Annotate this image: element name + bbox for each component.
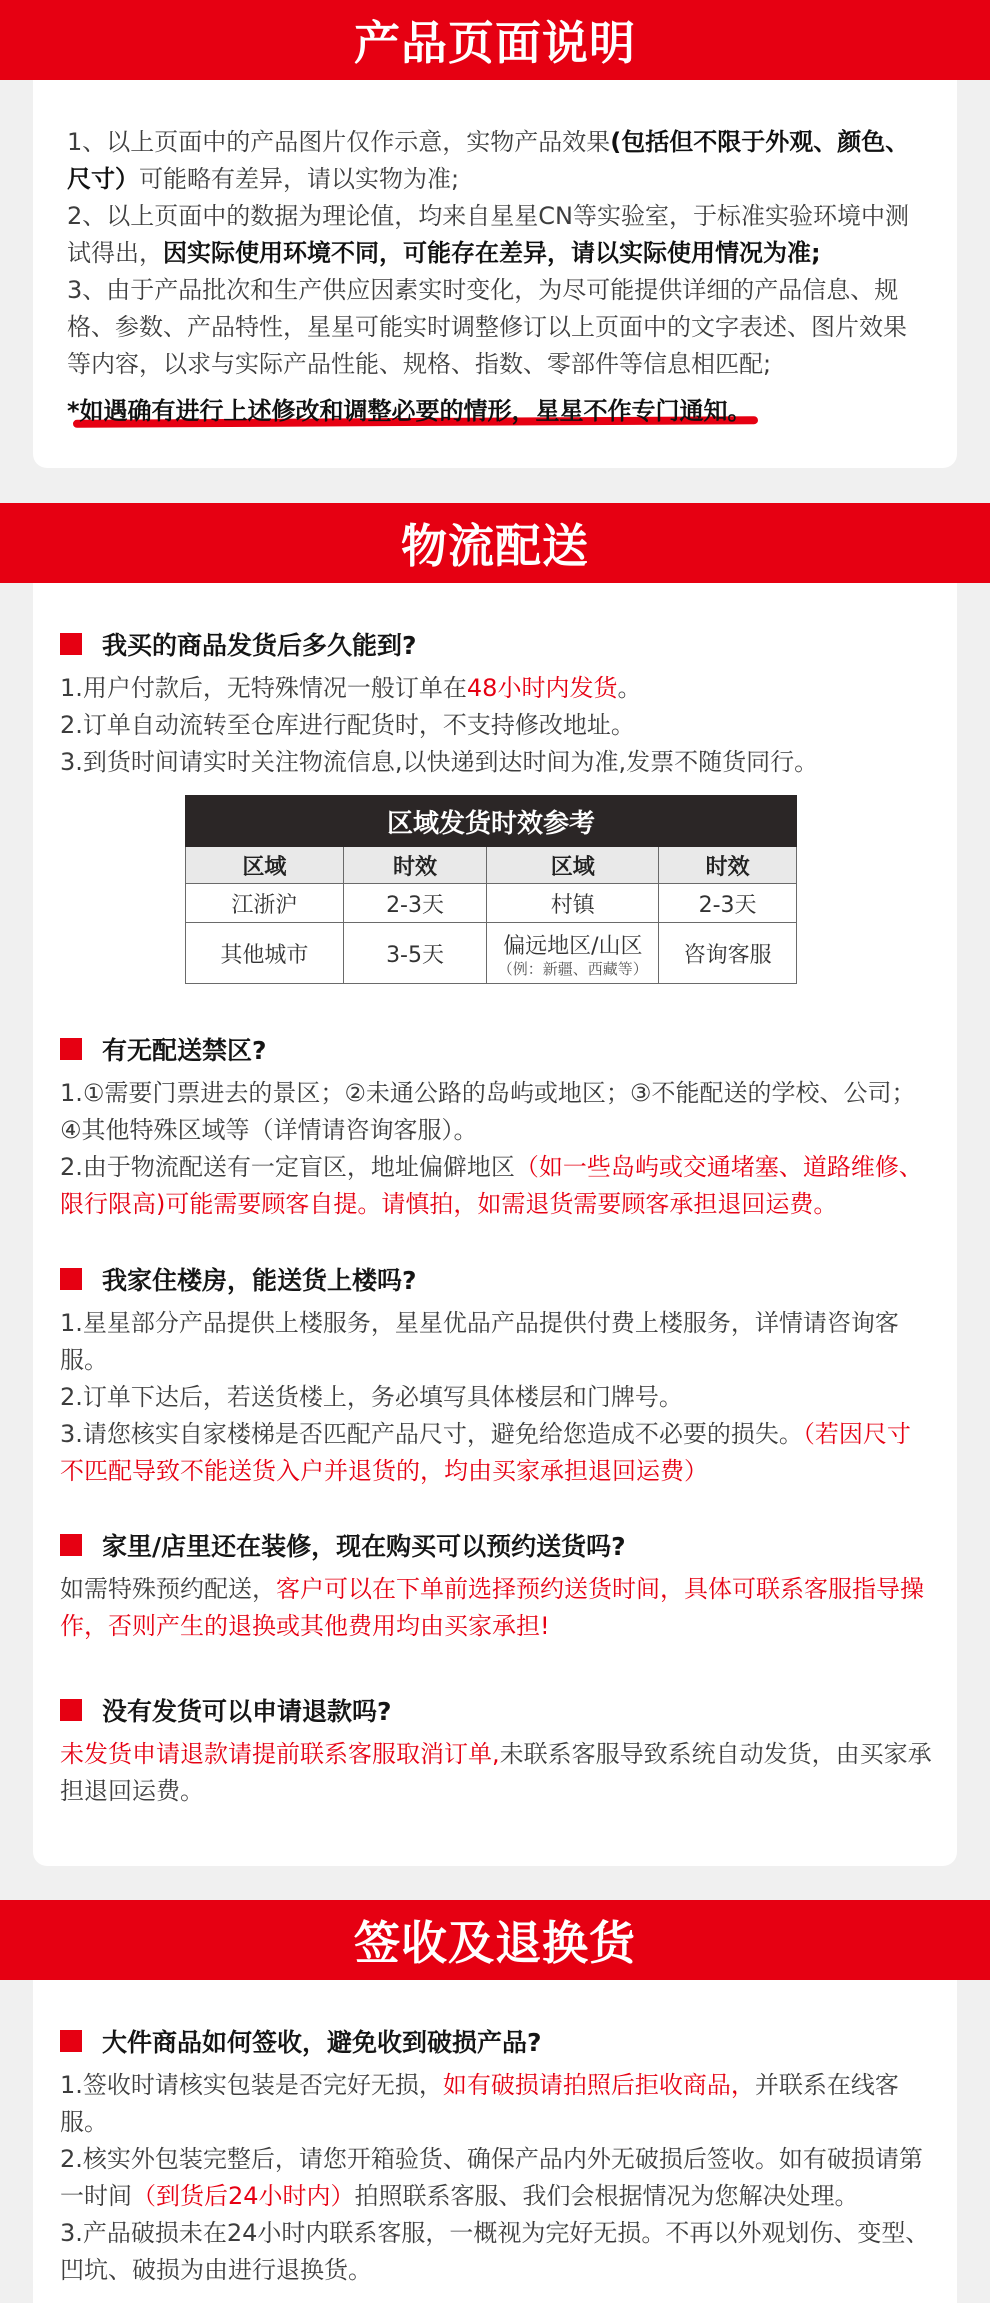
- table-cell: [487, 923, 659, 984]
- faq-answer-line: 3.产品破损未在24小时内联系客服，一概视为完好无损。不再以外观划伤、变型、凹坑、破损为由进行退换货。: [60, 2219, 930, 2284]
- table-row: [186, 884, 797, 923]
- faq-answer-line: 1.①需要门票进去的景区；②未通公路的岛屿或地区；③不能配送的学校、公司；④其他特殊区域等（详情请咨询客服）。: [60, 1079, 916, 1144]
- faq-answer-line: [60, 670, 932, 707]
- faq-answer-line: 3.到货时间请实时关注物流信息,以快递到达时间为准,发票不随货同行。: [60, 748, 819, 776]
- table-header-cell: 区域: [487, 847, 659, 884]
- answer-highlight: 如有破损请拍照后拒收商品，: [442, 2071, 755, 2099]
- red-square-bullet-icon: [60, 1268, 82, 1290]
- answer-highlight: （到货后24小时内）: [132, 2182, 355, 2210]
- table-cell: 村镇: [487, 884, 659, 923]
- answer-text: 。: [617, 674, 642, 702]
- table-cell: 2-3天: [343, 884, 487, 923]
- section-header-returns: [0, 1900, 990, 1980]
- faq-question-text: 我家住楼房，能送货上楼吗?: [102, 1266, 417, 1295]
- notice-footnote-highlight: [67, 393, 752, 430]
- table-header-cell: 区域: [186, 847, 344, 884]
- faq-upstairs-delivery: [60, 1259, 932, 1490]
- faq-question-text: 有无配送禁区?: [102, 1036, 267, 1065]
- faq-answer-line: 1.星星部分产品提供上楼服务，星星优品产品提供付费上楼服务，详情请咨询客服。: [60, 1309, 899, 1374]
- answer-text: 拍照联系客服、我们会根据情况为您解决处理。: [354, 2182, 859, 2210]
- answer-text: 未联系客服导致系统自动发货，由买家承担退回运费。: [60, 1740, 932, 1805]
- red-square-bullet-icon: [60, 1699, 82, 1721]
- table-header-cell: 时效: [343, 847, 487, 884]
- faq-restricted-areas: [60, 1029, 932, 1223]
- faq-answer-line: [60, 1149, 932, 1223]
- answer-text: 如需特殊预约配送，: [60, 1575, 276, 1603]
- faq-answer-line: [60, 1571, 932, 1645]
- faq-answer-line: [60, 2141, 932, 2215]
- section-header-product: [0, 0, 990, 80]
- faq-question: [60, 1029, 932, 1069]
- table-cell: 江浙沪: [186, 884, 344, 923]
- faq-answer-line: [60, 1736, 932, 1810]
- delivery-time-table: [185, 795, 797, 984]
- notice-paragraph-3: 3、由于产品批次和生产供应因素实时变化，为尽可能提供详细的产品信息、规格、参数、产品特性，星星可能实时调整修订以上页面中的文字表述、图片效果等内容，以求与实际产品性能、规格、指数、零部件等信息相匹配;: [67, 276, 907, 378]
- faq-question: [60, 1525, 932, 1565]
- faq-answer-line: 2.订单自动流转至仓库进行配货时，不支持修改地址。: [60, 711, 635, 739]
- faq-question: [60, 1259, 932, 1299]
- notice-text: 可能略有差异，请以实物为准;: [139, 165, 460, 193]
- section-header-logistics: [0, 503, 990, 583]
- faq-answer-line: 2.订单下达后，若送货楼上，务必填写具体楼层和门牌号。: [60, 1383, 683, 1411]
- table-cell: 3-5天: [343, 923, 487, 984]
- faq-scheduled-delivery: [60, 1525, 932, 1645]
- answer-highlight: 未发货申请退款请提前联系客服取消订单,: [60, 1740, 500, 1768]
- table-header-cell: 时效: [659, 847, 797, 884]
- table-header-row: [186, 847, 797, 884]
- red-square-bullet-icon: [60, 2030, 82, 2052]
- logistics-card: [33, 583, 957, 1866]
- answer-highlight: （若因尺寸不匹配导致不能送货入户并退货的，均由买家承担退回运费）: [60, 1420, 911, 1485]
- red-square-bullet-icon: [60, 1038, 82, 1060]
- table-cell-text: 偏远地区/山区: [503, 933, 643, 959]
- returns-card: [33, 1980, 957, 2303]
- red-square-bullet-icon: [60, 633, 82, 655]
- faq-answer-line: [60, 1416, 932, 1490]
- faq-question-text: 我买的商品发货后多久能到?: [102, 631, 417, 660]
- table-title: 区域发货时效参考: [186, 796, 797, 847]
- notice-text: 1、以上页面中的产品图片仅作示意，实物产品效果: [67, 128, 611, 156]
- table-cell: 2-3天: [659, 884, 797, 923]
- section-title: 签收及退换货: [354, 1916, 636, 1970]
- answer-text: 3.请您核实自家楼梯是否匹配产品尺寸，避免给您造成不必要的损失。: [60, 1420, 803, 1448]
- notice-footnote: [67, 393, 929, 430]
- section-title: 产品页面说明: [354, 16, 636, 70]
- faq-delivery-time: [60, 624, 932, 781]
- answer-text: 1.签收时请核实包装是否完好无损，: [60, 2071, 443, 2099]
- notice-paragraph-2: [67, 198, 929, 272]
- answer-text: 2.由于物流配送有一定盲区，地址偏僻地区: [60, 1153, 515, 1181]
- faq-question: [60, 1690, 932, 1730]
- answer-highlight: （如一些岛屿或交通堵塞、道路维修、限行限高)可能需要顾客自提。请慎拍，如需退货需要顾客承担退回运费。: [60, 1153, 923, 1218]
- product-notice-card: [33, 80, 957, 468]
- faq-question: [60, 624, 932, 664]
- faq-question-text: 大件商品如何签收，避免收到破损产品?: [102, 2028, 542, 2057]
- notice-emphasis: (包括但不限于外观、颜色、尺寸）: [67, 128, 910, 193]
- table-cell: 咨询客服: [659, 923, 797, 984]
- section-title: 物流配送: [401, 519, 589, 573]
- answer-text: 1.用户付款后，无特殊情况一般订单在: [60, 674, 467, 702]
- faq-question-text: 没有发货可以申请退款吗?: [102, 1697, 392, 1726]
- faq-question-text: 家里/店里还在装修，现在购买可以预约送货吗?: [102, 1532, 626, 1561]
- answer-highlight: 客户可以在下单前选择预约送货时间，具体可联系客服指导操作，否则产生的退换或其他费用均由买家承担!: [60, 1575, 924, 1640]
- answer-text: 2.核实外包装完整后，请您开箱验货、确保产品内外无破损后签收。如有破损请第一时间: [60, 2145, 923, 2210]
- answer-highlight: 48小时内发货: [466, 674, 618, 702]
- faq-answer-line: [60, 2067, 932, 2141]
- notice-text: 2、以上页面中的数据为理论值，均来自星星CN等实验室，于标准实验环境中测试得出，: [67, 202, 909, 267]
- answer-text: 并联系在线客服。: [60, 2071, 899, 2136]
- table-row: [186, 923, 797, 984]
- faq-large-item-signoff: [60, 2021, 932, 2289]
- faq-question: [60, 2021, 932, 2061]
- faq-refund-before-shipping: [60, 1690, 932, 1810]
- table-cell: 其他城市: [186, 923, 344, 984]
- notice-emphasis: 因实际使用环境不同，可能存在差异，请以实际使用情况为准;: [163, 239, 821, 267]
- notice-footnote-text: *如遇确有进行上述修改和调整必要的情形，星星不作专门通知。: [67, 397, 752, 425]
- table-cell-note: （例：新疆、西藏等）: [497, 959, 648, 978]
- notice-paragraph-1: [67, 124, 929, 198]
- red-square-bullet-icon: [60, 1534, 82, 1556]
